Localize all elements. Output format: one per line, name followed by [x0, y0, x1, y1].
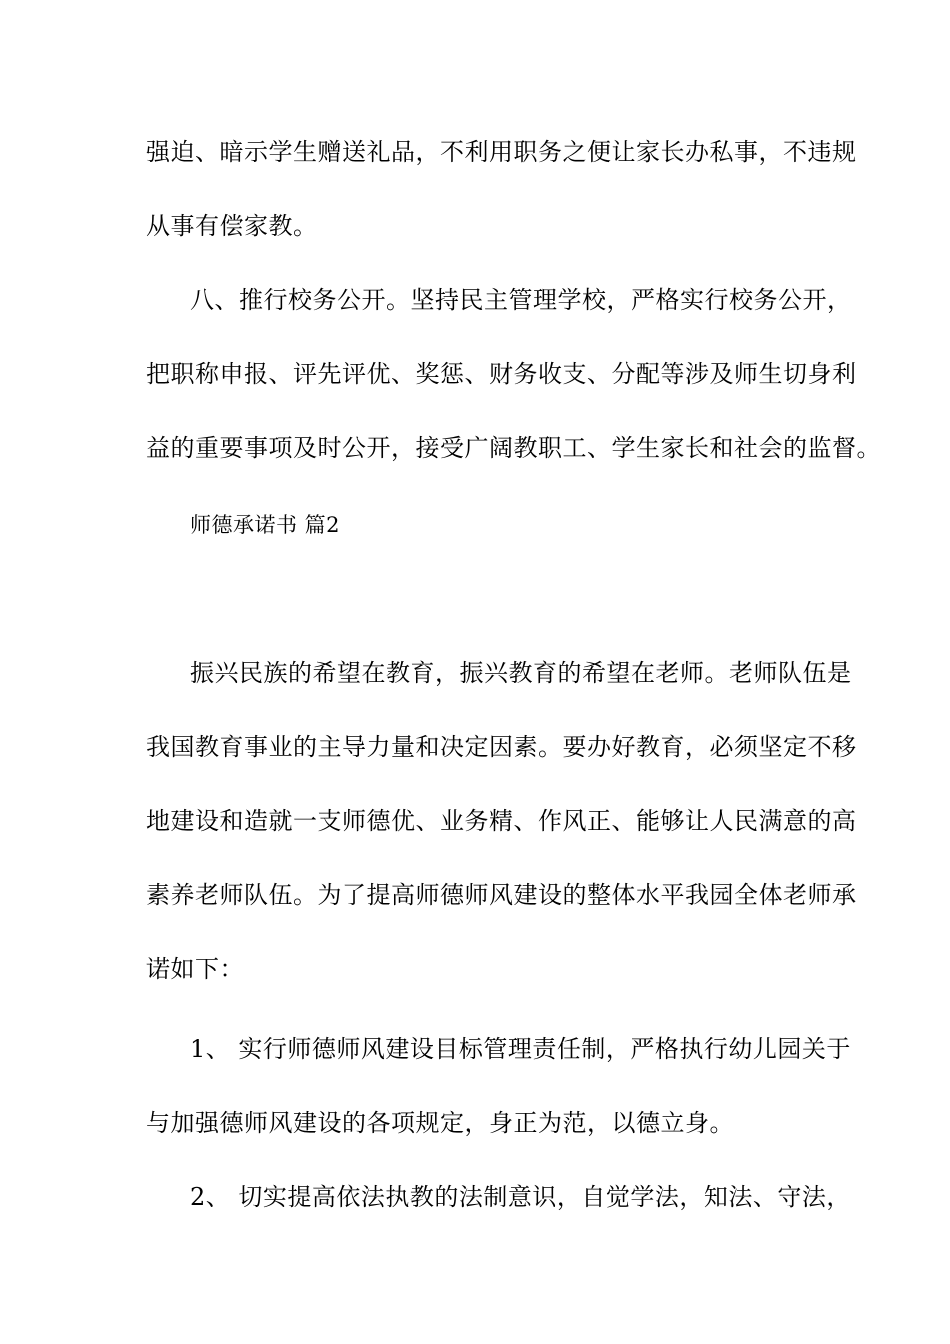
paragraph-line: 地建设和造就一支师德优、业务精、作风正、能够让人民满意的高: [146, 807, 857, 835]
section-heading: 师德承诺书 篇2: [190, 513, 341, 537]
paragraph-line: 振兴民族的希望在教育，振兴教育的希望在老师。老师队伍是: [190, 659, 852, 687]
list-item-line: 2、 切实提高依法执教的法制意识，自觉学法，知法、守法，: [190, 1183, 851, 1211]
paragraph-line: 强迫、暗示学生赠送礼品，不利用职务之便让家长办私事，不违规: [146, 138, 857, 166]
paragraph-line: 益的重要事项及时公开，接受广阔教职工、学生家长和社会的监督。: [146, 434, 881, 462]
paragraph-line: 把职称申报、评先评优、奖惩、财务收支、分配等涉及师生切身利: [146, 360, 857, 388]
paragraph-line: 八、推行校务公开。坚持民主管理学校，严格实行校务公开，: [190, 286, 852, 314]
paragraph-line: 我国教育事业的主导力量和决定因素。要办好教育，必须坚定不移: [146, 733, 857, 761]
list-item-line: 与加强德师风建设的各项规定，身正为范，以德立身。: [146, 1109, 734, 1137]
paragraph-line: 素养老师队伍。为了提高师德师风建设的整体水平我园全体老师承: [146, 881, 857, 909]
paragraph-line: 诺如下：: [146, 955, 244, 983]
paragraph-line: 从事有偿家教。: [146, 212, 318, 240]
list-item-line: 1、 实行师德师风建设目标管理责任制，严格执行幼儿园关于: [190, 1035, 851, 1063]
